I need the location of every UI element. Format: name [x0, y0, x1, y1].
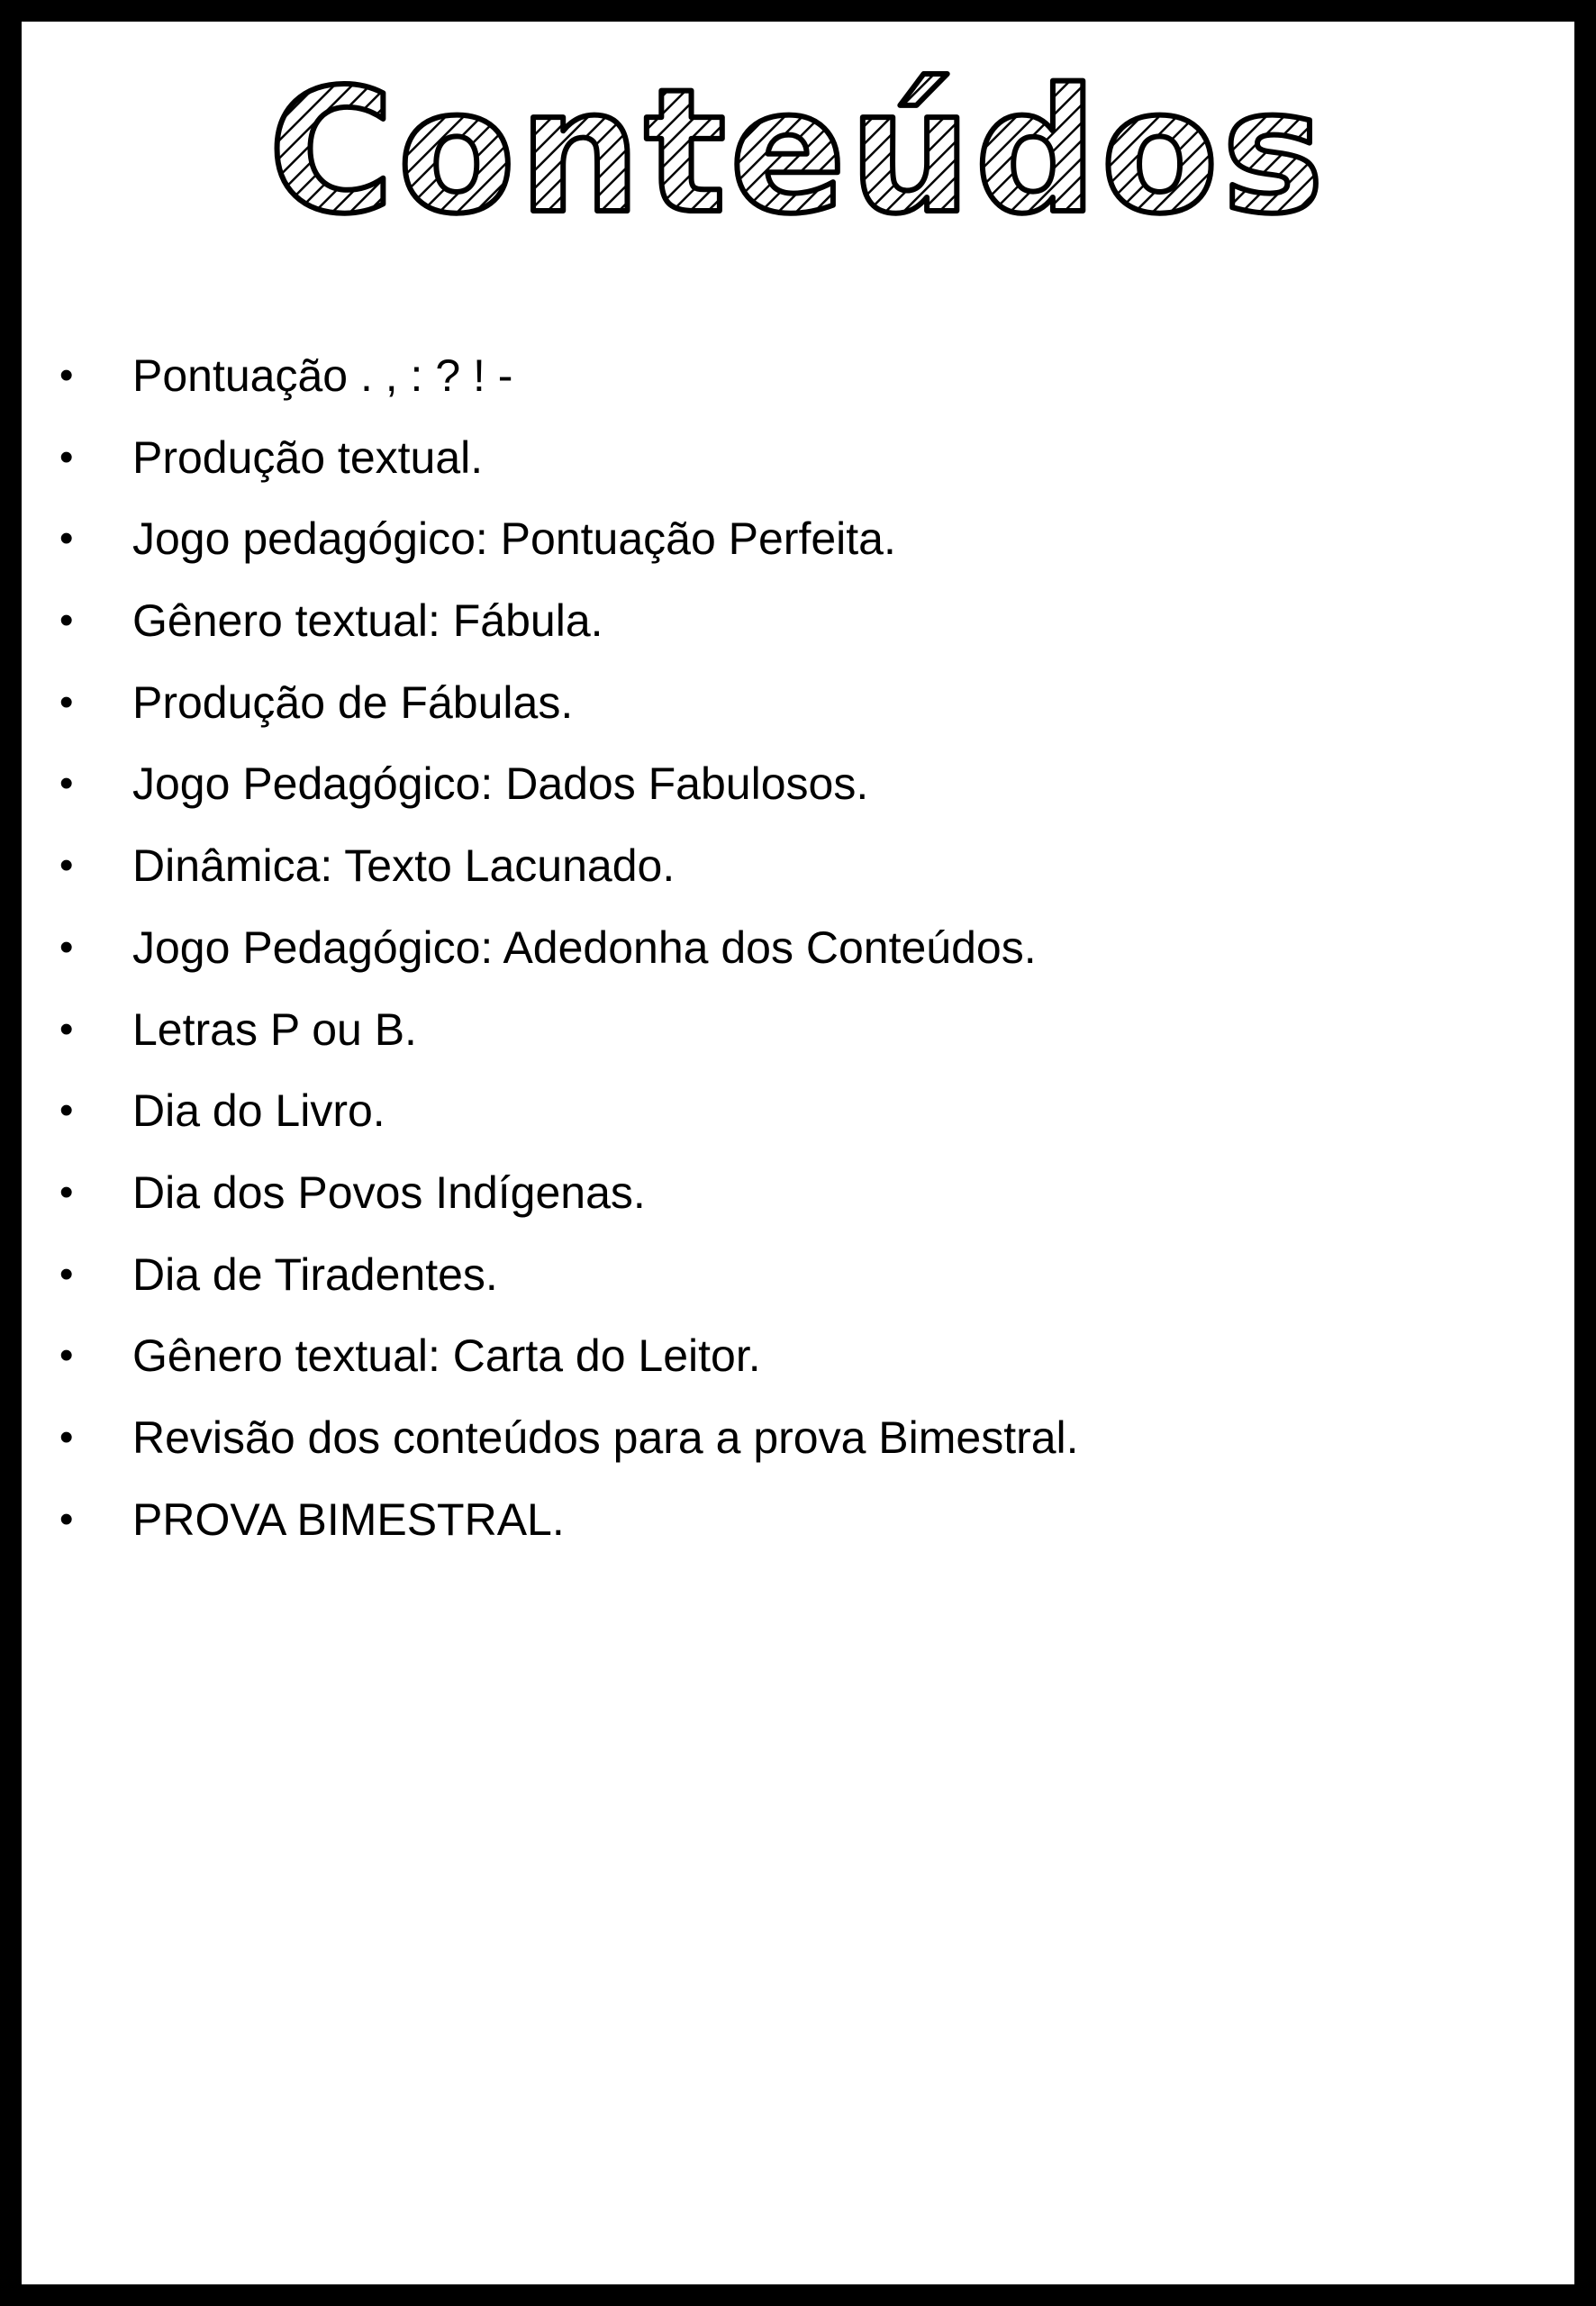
list-item-text: Produção textual. [132, 431, 484, 483]
bullet-icon: • [59, 924, 74, 969]
list-item [22, 1479, 1574, 1561]
list-item-text: Jogo pedagógico: Pontuação Perfeita. [132, 513, 896, 565]
bullet-icon: • [59, 1251, 74, 1296]
list-item-text: Gênero textual: Carta do Leitor. [132, 1330, 761, 1382]
list-item [22, 743, 1574, 825]
bullet-icon: • [59, 598, 74, 643]
bullet-icon: • [59, 1169, 74, 1214]
list-item-text: Dia de Tiradentes. [132, 1248, 498, 1300]
bullet-icon: • [59, 1006, 74, 1051]
bullet-icon: • [59, 761, 74, 806]
list-item-text: Dia dos Povos Indígenas. [132, 1167, 646, 1218]
list-item-text: PROVA BIMESTRAL. [132, 1493, 565, 1545]
list-item [22, 1152, 1574, 1234]
list-item-text: Gênero textual: Fábula. [132, 595, 603, 647]
list-item-text: Letras P ou B. [132, 1003, 417, 1055]
list-item-text: Jogo Pedagógico: Adedonha dos Conteúdos. [132, 921, 1037, 973]
list-item [22, 989, 1574, 1071]
document-page [22, 22, 1574, 2284]
bullet-icon: • [59, 516, 74, 561]
list-item [22, 907, 1574, 989]
list-item-text: Dia do Livro. [132, 1085, 385, 1137]
bullet-icon: • [59, 1088, 74, 1133]
list-item [22, 417, 1574, 499]
bullet-icon: • [59, 434, 74, 479]
bullet-icon: • [59, 1496, 74, 1541]
bullet-icon: • [59, 1333, 74, 1378]
page-title: Conteúdos [268, 58, 1328, 251]
page-title-graphic [22, 58, 1574, 256]
list-item-text: Jogo Pedagógico: Dados Fabulosos. [132, 758, 869, 810]
list-item [22, 580, 1574, 662]
list-item-text: Dinâmica: Texto Lacunado. [132, 840, 676, 892]
list-item [22, 662, 1574, 744]
bullet-icon: • [59, 353, 74, 397]
list-item [22, 1070, 1574, 1152]
list-item [22, 1397, 1574, 1479]
list-item-text: Revisão dos conteúdos para a prova Bimestral. [132, 1412, 1079, 1463]
list-item [22, 825, 1574, 907]
list-item-text: Produção de Fábulas. [132, 676, 574, 728]
bullet-icon: • [59, 843, 74, 888]
bullet-icon: • [59, 679, 74, 724]
bullet-icon: • [59, 1414, 74, 1459]
list-item [22, 1234, 1574, 1316]
list-item [22, 498, 1574, 580]
list-item [22, 335, 1574, 417]
list-item [22, 1315, 1574, 1397]
list-item-text: Pontuação . , : ? ! - [132, 350, 513, 401]
content-list [22, 335, 1574, 1560]
